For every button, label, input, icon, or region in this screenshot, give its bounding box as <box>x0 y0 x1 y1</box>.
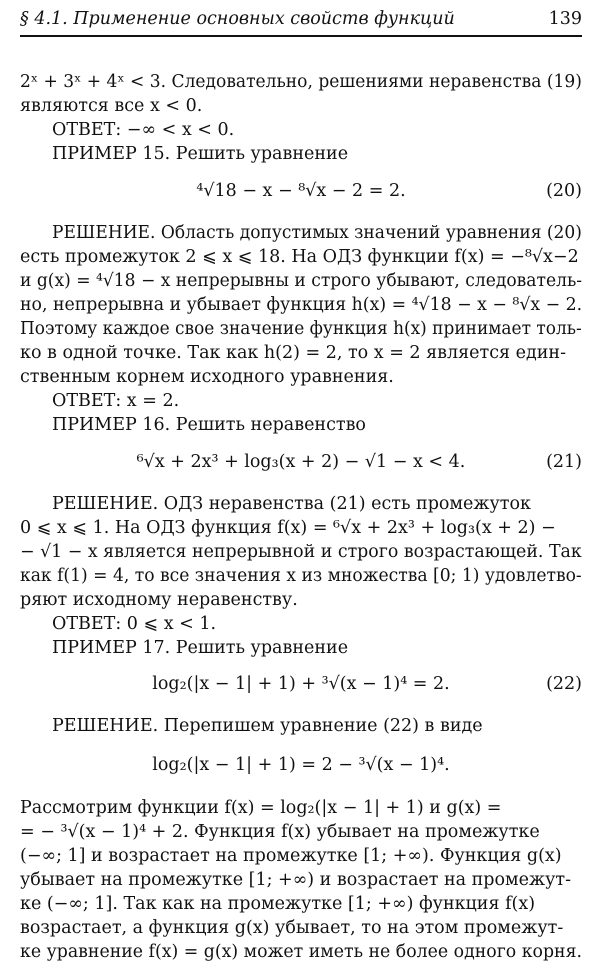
example-heading: ПРИМЕР 17. Решить уравнение <box>52 638 349 658</box>
text-line: и g(x) = ⁴√18 − x непрерывны и строго убывают, следователь- <box>20 271 583 291</box>
solution-line: РЕШЕНИЕ. ОДЗ неравенства (21) есть промежуток <box>52 494 531 514</box>
text-line: возрастает, а функция g(x) убывает, то на этом промежут- <box>20 918 564 938</box>
equation-formula: ⁶√x + 2x³ + log₃(x + 2) − √1 − x < 4. <box>136 452 466 472</box>
answer-line: ОТВЕТ: −∞ < x < 0. <box>52 120 235 140</box>
equation-number: (20) <box>546 181 582 201</box>
header-rule <box>20 35 582 37</box>
text-line: убывает на промежутке [1; +∞) и возрастает на промежут- <box>20 870 571 890</box>
text-line: ке уравнение f(x) = g(x) может иметь не более одного корня. <box>20 942 583 962</box>
text-line: − √1 − x является непрерывной и строго возрастающей. Так <box>20 542 582 562</box>
page-number: 139 <box>548 9 582 29</box>
text-line: = − ³√(x − 1)⁴ + 2. Функция f(x) убывает на промежутке <box>20 822 540 842</box>
answer-line: ОТВЕТ: 0 ⩽ x < 1. <box>52 614 217 634</box>
text-line: как f(1) = 4, то все значения x из множества [0; 1) удовлетво- <box>20 566 582 586</box>
equation-formula: log₂(|x − 1| + 1) = 2 − ³√(x − 1)⁴. <box>152 755 450 775</box>
text-line: ряют исходному неравенству. <box>20 590 298 610</box>
solution-line: РЕШЕНИЕ. Перепишем уравнение (22) в виде <box>52 716 483 736</box>
example-heading: ПРИМЕР 15. Решить уравнение <box>52 144 349 164</box>
text-line: ко в одной точке. Так как h(2) = 2, то x = 2 является един- <box>20 343 566 363</box>
answer-line: ОТВЕТ: x = 2. <box>52 391 180 411</box>
equation-formula: ⁴√18 − x − ⁸√x − 2 = 2. <box>196 181 406 201</box>
text-line: (−∞; 1] и возрастает на промежутке [1; +∞). Функция g(x) <box>20 846 562 866</box>
text-line: ственным корнем исходного уравнения. <box>20 367 394 387</box>
text-line: но, непрерывна и убывает функция h(x) = ⁴√18 − x − ⁸√x − 2. <box>20 295 583 315</box>
section-title: § 4.1. Применение основных свойств функций <box>20 9 455 29</box>
text-line: ке (−∞; 1]. Так как на промежутке [1; +∞) функция f(x) <box>20 894 536 914</box>
equation-number: (21) <box>546 452 582 472</box>
equation-formula: log₂(|x − 1| + 1) + ³√(x − 1)⁴ = 2. <box>152 674 450 694</box>
text-line: есть промежуток 2 ⩽ x ⩽ 18. На ОДЗ функции f(x) = −⁸√x−2 <box>20 247 579 267</box>
text-line: 2ˣ + 3ˣ + 4ˣ < 3. Следовательно, решениями неравенства (19) <box>20 72 582 92</box>
equation-number: (22) <box>546 674 582 694</box>
example-heading: ПРИМЕР 16. Решить неравенство <box>52 415 366 435</box>
running-header <box>20 4 582 34</box>
text-line: Рассмотрим функции f(x) = log₂(|x − 1| + 1) и g(x) = <box>20 798 502 818</box>
solution-line: РЕШЕНИЕ. Область допустимых значений уравнения (20) <box>52 223 582 243</box>
text-line: 0 ⩽ x ⩽ 1. На ОДЗ функция f(x) = ⁶√x + 2x³ + log₃(x + 2) − <box>20 518 556 538</box>
text-line: Поэтому каждое свое значение функция h(x) принимает толь- <box>20 319 582 339</box>
text-line: являются все x < 0. <box>20 96 203 116</box>
